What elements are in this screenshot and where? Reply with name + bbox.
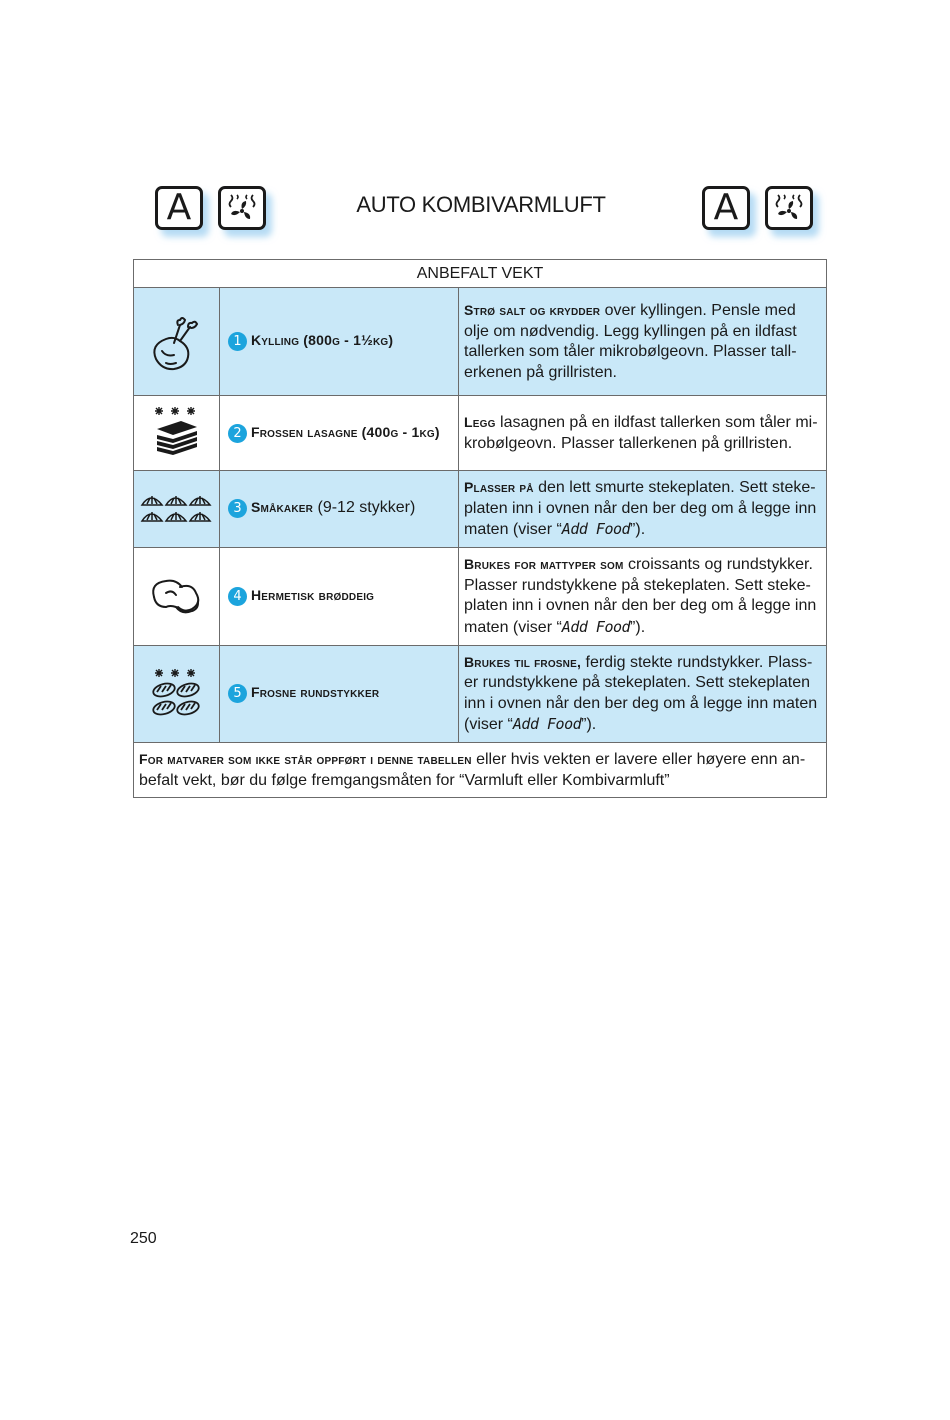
desc-text: maten (viser “: [464, 521, 562, 538]
row-description: [459, 396, 827, 471]
auto-mode-icon-right: A: [702, 186, 750, 230]
desc-text: olje om nødvendig. Legg kyllingen på en ildfast: [464, 322, 797, 340]
row-description: [459, 288, 827, 396]
row-name-cell: [220, 645, 459, 742]
recommended-weight-table: [133, 259, 827, 798]
desc-lead: Legg: [464, 414, 496, 430]
desc-text: platen inn i ovnen når den ber deg om å legge inn: [464, 597, 817, 614]
desc-lead: Strø salt og krydder: [464, 302, 601, 318]
fan-with-heat-waves-icon-right: [765, 186, 813, 230]
footer-text: befalt vekt, bør du følge fremgangsmåten for “Varmluft eller Kombivarmluft”: [139, 772, 670, 789]
row-description: [459, 547, 827, 645]
desc-text: krobølgeovn. Plasser tallerkenen på grillristen.: [464, 434, 793, 452]
table-row: [134, 288, 827, 396]
row-name-cell: [220, 547, 459, 645]
desc-text: erkenen på grillristen.: [464, 363, 617, 381]
row-name-cell: [220, 471, 459, 548]
desc-text: over kyllingen. Pensle med: [600, 302, 796, 319]
desc-lead: Brukes for mattyper som: [464, 556, 624, 572]
row-name-detail: (9-12 stykker): [313, 499, 416, 517]
display-text: Add Food: [512, 715, 582, 733]
desc-text: ”).: [630, 521, 646, 538]
desc-text: ”).: [581, 716, 597, 733]
page-title: AUTO KOMBIVARMLUFT: [356, 192, 606, 217]
row-icon-cell: [134, 471, 220, 548]
table-footer-note: [134, 742, 827, 797]
row-name-cell: [220, 396, 459, 471]
footer-text: eller hvis vekten er lavere eller høyere enn an-: [471, 751, 806, 768]
row-name: Kylling (800g - 1½kg): [251, 332, 394, 349]
row-name: Småkaker: [251, 499, 314, 516]
table-row: [134, 547, 827, 645]
row-number-badge: 1: [228, 332, 247, 351]
row-number-badge: 3: [228, 499, 247, 518]
row-icon-cell: [134, 396, 220, 471]
row-name: Frosne rundstykker: [251, 684, 380, 701]
chicken-icon: [142, 307, 212, 377]
dough-icon: [144, 571, 210, 621]
page-header: [0, 0, 950, 250]
desc-text: ferdig stekte rundstykker. Plass-: [581, 653, 813, 671]
desc-text: platen inn i ovnen når den ber deg om å legge inn: [464, 499, 817, 517]
row-description: [459, 645, 827, 742]
desc-text: inn i ovnen når den ber deg om å legge inn maten: [464, 694, 818, 712]
row-number-badge: 5: [228, 684, 247, 703]
desc-lead: Plasser på: [464, 479, 534, 495]
row-name-cell: [220, 288, 459, 396]
desc-text: (viser “: [464, 716, 513, 733]
desc-text: tallerken som tåler mikrobølgeovn. Plasser tall-: [464, 343, 797, 360]
table-row: [134, 396, 827, 471]
frozen-lasagne-icon: [145, 403, 209, 463]
row-description: [459, 471, 827, 548]
table-row: [134, 645, 827, 742]
desc-text: lasagnen på en ildfast tallerken som tåler mi-: [495, 414, 818, 431]
desc-text: den lett smurte stekeplaten. Sett steke-: [533, 479, 816, 496]
page-number: 250: [130, 1230, 157, 1247]
display-text: Add Food: [561, 520, 631, 538]
table-footer-row: [134, 742, 827, 797]
row-number-badge: 4: [228, 587, 247, 606]
row-name: Hermetisk brøddeig: [251, 586, 375, 603]
frozen-rolls-icon: [147, 666, 207, 722]
row-name: Frossen lasagne (400g - 1kg): [251, 423, 440, 440]
row-icon-cell: [134, 547, 220, 645]
row-icon-cell: [134, 288, 220, 396]
row-number-badge: 2: [228, 424, 247, 443]
desc-text: croissants og rundstykker.: [623, 556, 813, 573]
cookies-icon: [139, 489, 215, 529]
fan-heat-svg-right: [771, 192, 807, 224]
desc-text: er rundstykkene på stekeplaten. Sett stekeplaten: [464, 674, 810, 691]
desc-lead: Brukes til frosne,: [464, 653, 582, 670]
table-row: [134, 471, 827, 548]
desc-text: maten (viser “: [464, 618, 562, 636]
desc-text: ”).: [630, 618, 646, 636]
display-text: Add Food: [561, 617, 631, 636]
desc-text: Plasser rundstykkene på stekeplaten. Sett steke-: [464, 576, 811, 594]
footer-lead: For matvarer som ikke står oppført i denne tabellen: [139, 751, 472, 767]
table-heading: ANBEFALT VEKT: [134, 260, 827, 288]
auto-mode-icon: A: [155, 186, 203, 230]
row-icon-cell: [134, 645, 220, 742]
